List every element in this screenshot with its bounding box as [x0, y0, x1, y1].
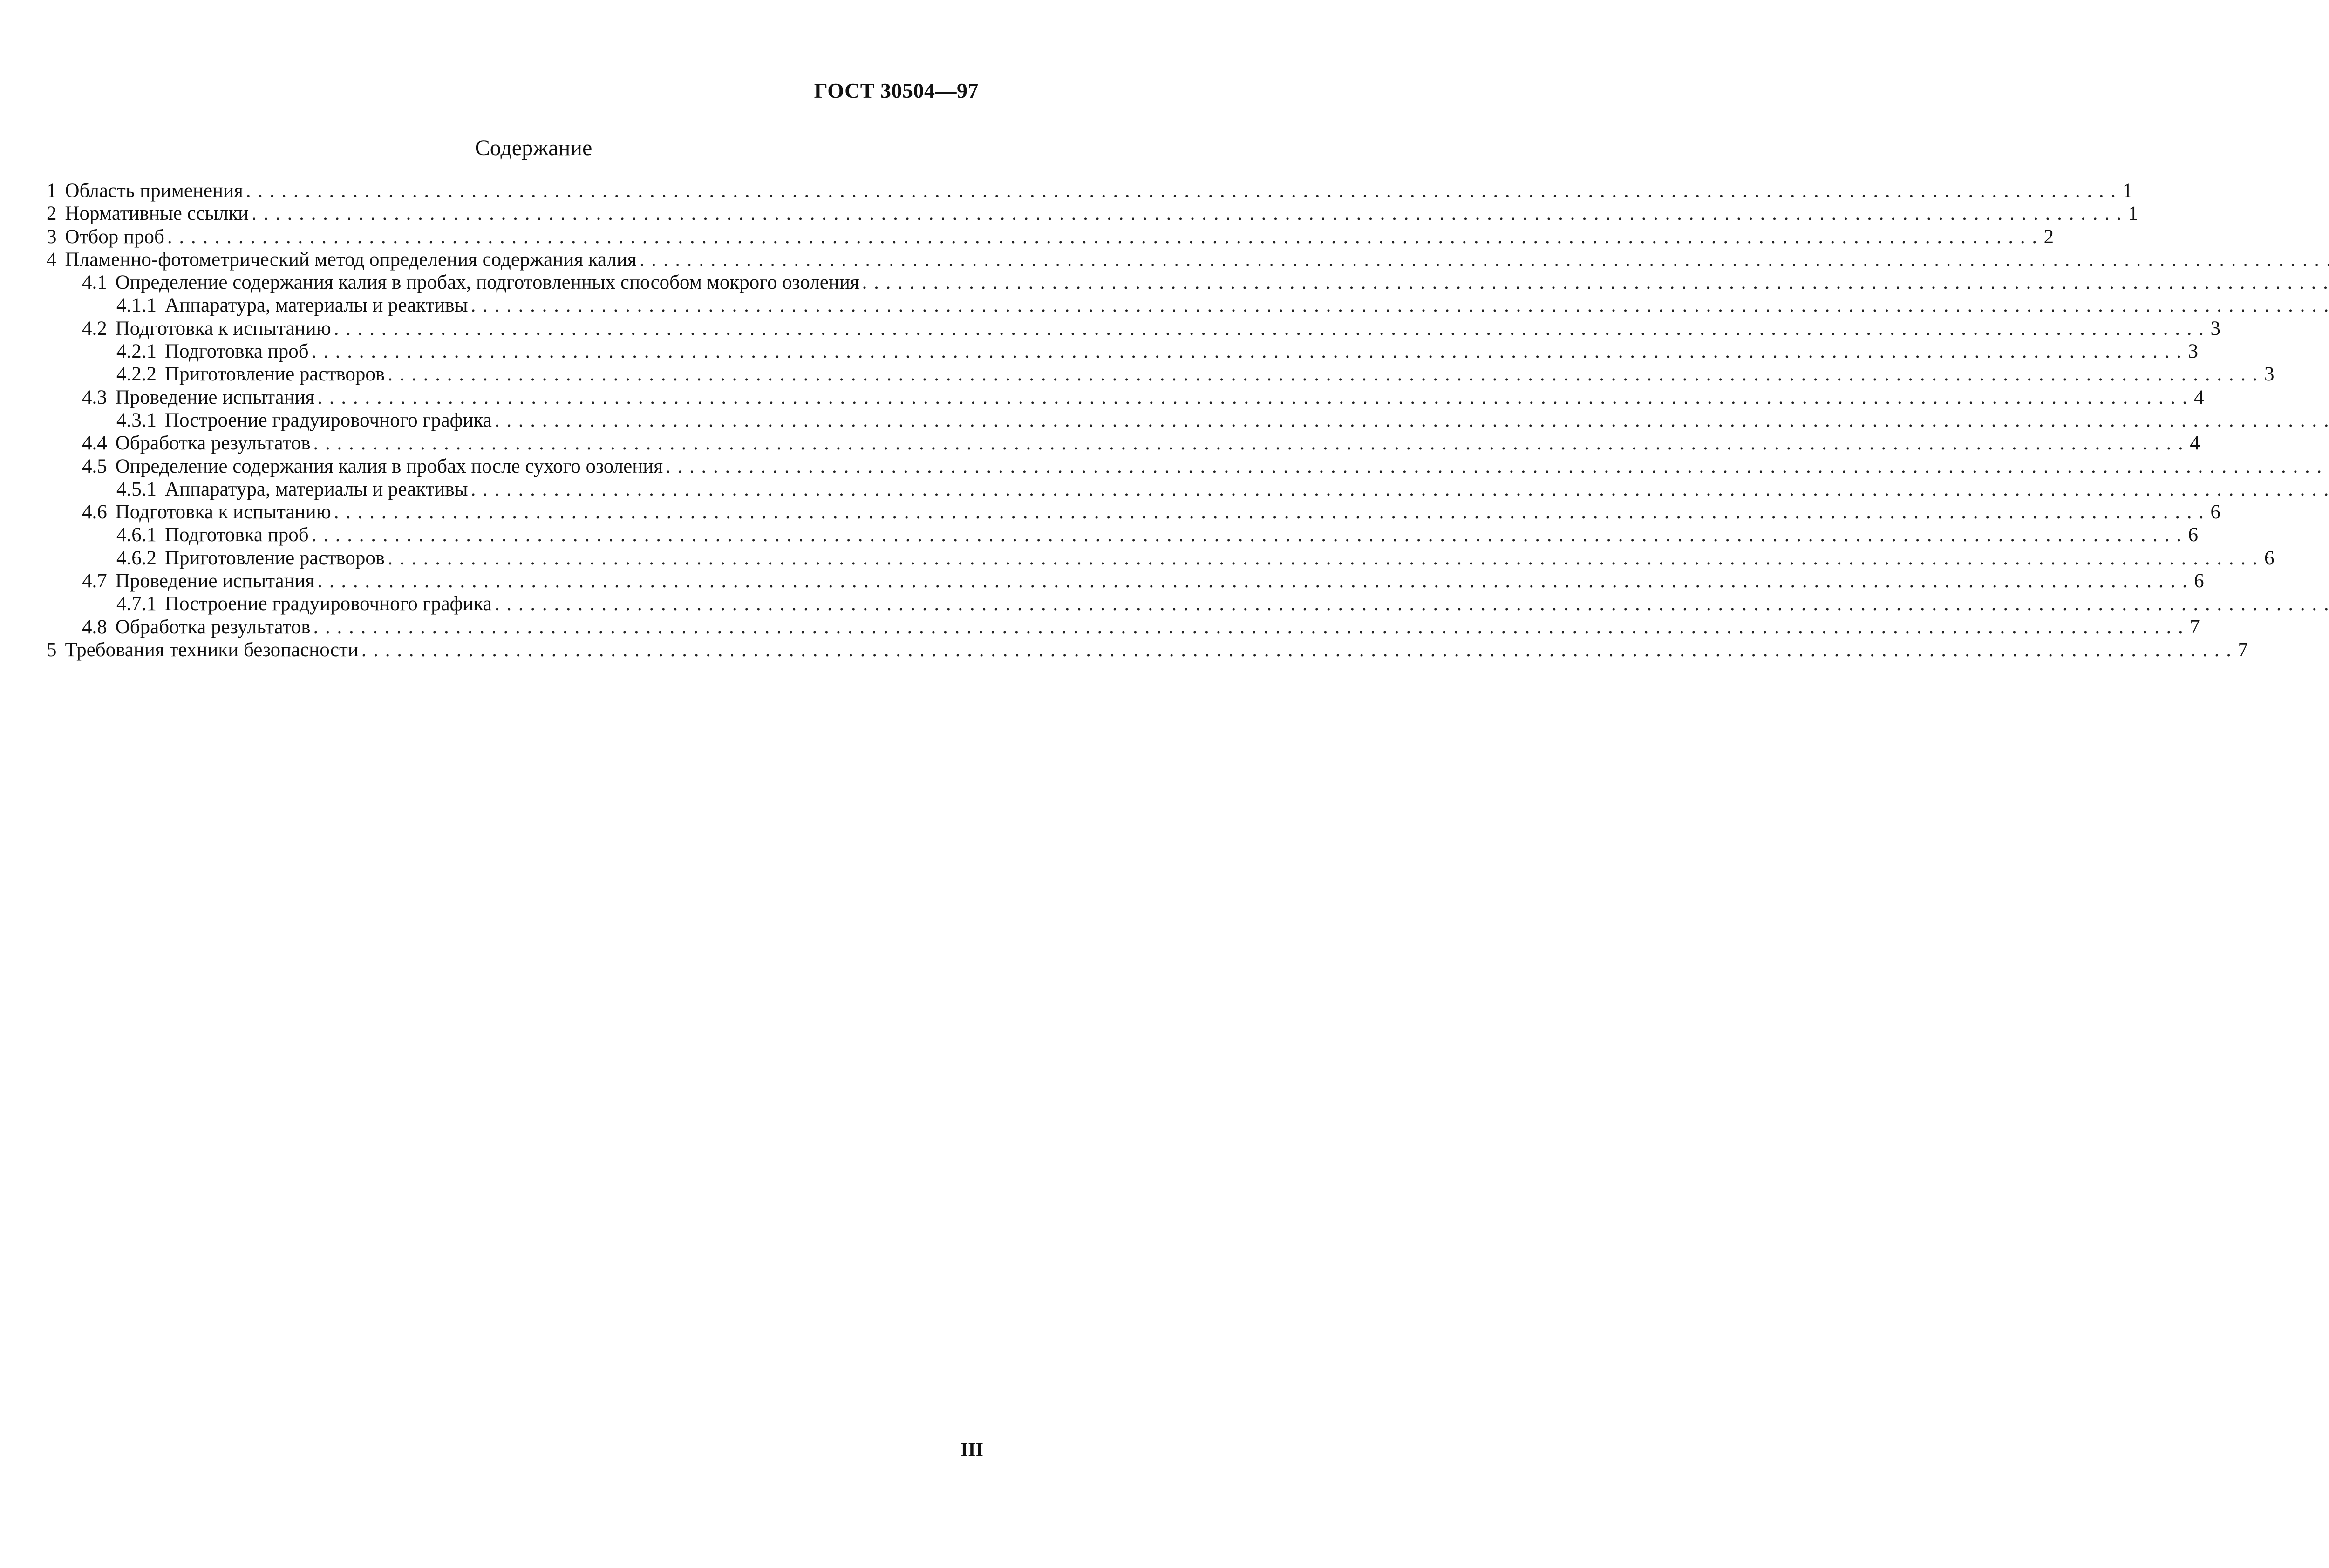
toc-entry[interactable]: [47, 638, 2248, 661]
toc-dot-leader: [317, 570, 2188, 592]
toc-entry[interactable]: [47, 225, 2054, 248]
toc-dot-leader: [317, 386, 2188, 409]
toc-entry-title: Построение градуировочного графика: [165, 593, 492, 615]
toc-dot-leader: [167, 225, 2038, 248]
toc-entry[interactable]: [47, 523, 2198, 546]
toc-entry[interactable]: [47, 202, 2138, 225]
toc-entry-number: 4.5.1: [116, 478, 157, 500]
toc-entry[interactable]: [47, 547, 2275, 570]
toc-dot-leader: [313, 616, 2184, 638]
toc-entry[interactable]: [47, 294, 979, 317]
toc-entry-title: Подготовка проб: [165, 340, 309, 363]
toc-entry-title: Подготовка к испытанию: [115, 501, 331, 523]
toc-entry-title: Подготовка проб: [165, 524, 309, 546]
toc-entry[interactable]: [47, 478, 979, 501]
toc-entry[interactable]: [47, 179, 2133, 202]
toc-entry-page: 7: [2238, 638, 2248, 661]
toc-dot-leader: [471, 478, 2329, 501]
toc-entry-page: 4: [2190, 432, 2200, 455]
toc-entry-page: 1: [2128, 203, 2138, 225]
toc-entry[interactable]: [47, 409, 979, 432]
table-of-contents: [47, 179, 2275, 661]
toc-entry-number: 4.7.1: [116, 593, 157, 615]
toc-entry[interactable]: [47, 317, 2220, 340]
toc-entry[interactable]: [47, 248, 979, 271]
page-number: III: [960, 1439, 983, 1461]
toc-dot-leader: [640, 248, 2329, 271]
toc-entry[interactable]: [47, 570, 2204, 592]
toc-entry-title: Пламенно-фотометрический метод определения содержания калия: [65, 248, 637, 271]
toc-entry-page: 3: [2264, 363, 2275, 386]
toc-entry-number: 4.6.1: [116, 524, 157, 546]
toc-entry-title: Приготовление растворов: [165, 363, 385, 386]
toc-entry-title: Проведение испытания: [115, 386, 315, 408]
toc-dot-leader: [313, 432, 2184, 455]
toc-entry-title: Определение содержания калия в пробах после сухого озоления: [115, 455, 663, 477]
toc-entry[interactable]: [47, 616, 2200, 638]
toc-entry[interactable]: [47, 501, 2220, 523]
toc-entry-number: 4.4: [82, 432, 107, 455]
toc-entry-number: 4.2: [82, 317, 107, 339]
toc-entry-page: 6: [2210, 501, 2220, 523]
toc-entry-title: Отбор проб: [65, 225, 164, 248]
toc-entry-title: Аппаратура, материалы и реактивы: [165, 478, 468, 500]
toc-dot-leader: [252, 202, 2122, 225]
toc-entry[interactable]: [47, 432, 2200, 455]
toc-dot-leader: [862, 271, 2329, 294]
toc-entry-number: 4.2.1: [116, 340, 157, 363]
toc-dot-leader: [361, 638, 2232, 661]
toc-entry-page: 3: [2210, 317, 2220, 339]
toc-dot-leader: [246, 179, 2117, 202]
toc-entry-title: Приготовление растворов: [165, 547, 385, 569]
toc-entry-title: Обработка результатов: [115, 616, 311, 638]
toc-entry[interactable]: [47, 455, 979, 478]
toc-entry-number: 4.6.2: [116, 547, 157, 569]
toc-dot-leader: [666, 455, 2329, 478]
toc-entry-number: 4: [47, 248, 57, 271]
toc-entry-page: 6: [2188, 524, 2198, 546]
toc-entry-number: 4.2.2: [116, 363, 157, 386]
toc-entry-number: 3: [47, 225, 57, 248]
toc-entry-title: Проведение испытания: [115, 570, 315, 592]
toc-entry-title: Обработка результатов: [115, 432, 311, 455]
toc-dot-leader: [471, 294, 2329, 317]
toc-dot-leader: [312, 340, 2182, 363]
toc-entry-title: Определение содержания калия в пробах, подготовленных способом мокрого озоления: [115, 272, 859, 294]
toc-entry-title: Аппаратура, материалы и реактивы: [165, 294, 468, 317]
toc-entry-number: 4.5: [82, 455, 107, 477]
toc-dot-leader: [388, 547, 2258, 570]
toc-dot-leader: [334, 317, 2205, 340]
toc-entry-page: 6: [2264, 547, 2275, 569]
toc-entry-page: 3: [2188, 340, 2198, 363]
toc-entry-title: Требования техники безопасности: [65, 638, 359, 661]
toc-dot-leader: [495, 592, 2329, 615]
toc-entry-title: Нормативные ссылки: [65, 203, 249, 225]
toc-entry-page: 1: [2122, 180, 2133, 202]
toc-entry-number: 5: [47, 638, 57, 661]
toc-entry-number: 4.3.1: [116, 409, 157, 431]
toc-dot-leader: [312, 523, 2182, 546]
toc-entry-number: 4.6: [82, 501, 107, 523]
toc-entry-number: 4.7: [82, 570, 107, 592]
toc-entry-number: 4.1: [82, 272, 107, 294]
toc-dot-leader: [388, 363, 2258, 386]
toc-entry-number: 2: [47, 203, 57, 225]
toc-entry-number: 4.8: [82, 616, 107, 638]
toc-entry-number: 1: [47, 180, 57, 202]
toc-entry[interactable]: [47, 363, 2275, 386]
document-code: ГОСТ 30504—97: [814, 79, 979, 102]
toc-entry-page: 6: [2194, 570, 2204, 592]
toc-entry-page: 2: [2043, 225, 2054, 248]
toc-entry[interactable]: [47, 386, 2204, 409]
toc-entry[interactable]: [47, 271, 979, 294]
toc-entry-title: Область применения: [65, 180, 243, 202]
toc-entry-number: 4.3: [82, 386, 107, 408]
toc-dot-leader: [495, 409, 2329, 432]
toc-entry[interactable]: [47, 340, 2198, 363]
toc-entry-page: 7: [2190, 616, 2200, 638]
toc-entry-title: Построение градуировочного графика: [165, 409, 492, 431]
toc-entry-title: Подготовка к испытанию: [115, 317, 331, 339]
toc-entry-page: 4: [2194, 386, 2204, 408]
toc-entry-number: 4.1.1: [116, 294, 157, 317]
toc-title: Содержание: [475, 136, 592, 160]
toc-entry[interactable]: [47, 592, 979, 615]
toc-dot-leader: [334, 501, 2205, 523]
